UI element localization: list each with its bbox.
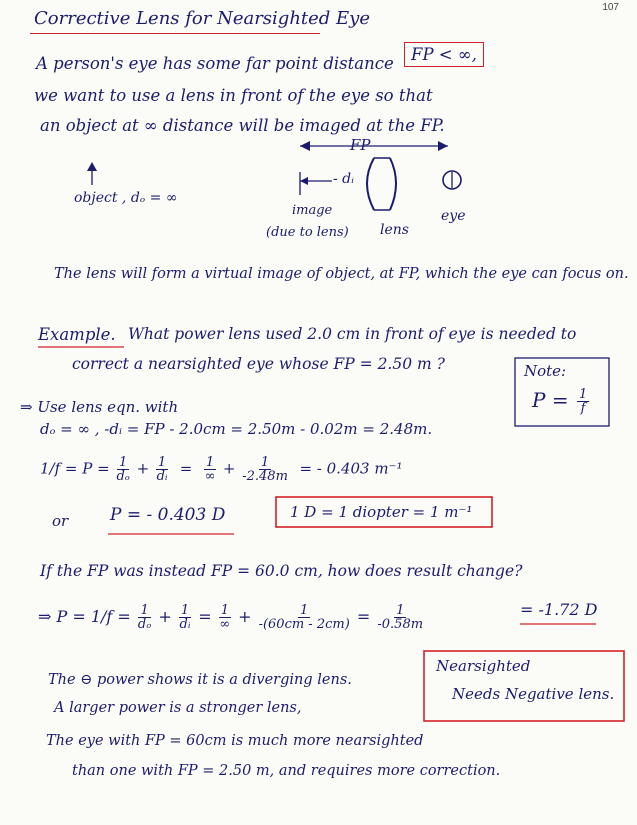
intro-line-3: an object at ∞ distance will be imaged at the FP. <box>40 116 445 135</box>
image-label-note: (due to lens) <box>266 225 349 240</box>
fp-arrow-right <box>438 141 448 151</box>
intro-line-1: A person's eye has some far point distance <box>36 54 394 73</box>
conclusion-line-3: The eye with FP = 60cm is much more nearsighted <box>46 733 424 749</box>
conclusion-line-2: A larger power is a stronger lens, <box>54 700 302 716</box>
object-arrow <box>87 162 97 171</box>
conclusion-line-4: than one with FP = 2.50 m, and requires more correction. <box>72 763 501 779</box>
lens-label: lens <box>380 222 409 238</box>
fp-label: FP <box>350 136 371 154</box>
nearsighted-box-text: Needs Negative lens. <box>452 685 615 703</box>
note-title: Note: <box>524 362 567 380</box>
eye-label: eye <box>441 208 466 224</box>
lens-left-curve <box>367 158 374 210</box>
p-result: P = - 0.403 D <box>110 505 226 525</box>
intro-line-2: we want to use a lens in front of the eye so that <box>34 86 433 105</box>
di-label: - dᵢ <box>333 171 354 187</box>
lens-right-curve <box>390 158 396 210</box>
conclusion-line-1: The ⊖ power shows it is a diverging lens. <box>48 672 352 688</box>
example-question-1: What power lens used 2.0 cm in front of eye is needed to <box>128 325 577 343</box>
second-result: = -1.72 D <box>520 600 598 619</box>
fp-box: FP < ∞, <box>404 42 484 67</box>
virtual-image-note: The lens will form a virtual image of object, at FP, which the eye can focus on. <box>54 266 629 282</box>
page-title: Corrective Lens for Nearsighted Eye <box>34 8 371 29</box>
object-label: object , dₒ = ∞ <box>74 190 178 206</box>
solution-equation: 1/f = P = $\frac{1}{\text{dₒ}}$ + $\frac{1}{\text{dᵢ}}$ = $\frac{1}{\infty}$ + $\frac{1}{-2.48m}$ = - 0.403 m⁻¹ <box>40 455 403 484</box>
image-label: image <box>292 203 333 218</box>
page-number: 107 <box>602 2 619 13</box>
diopter-box: 1 D = 1 diopter = 1 m⁻¹ <box>290 503 473 521</box>
fp-arrow-left <box>300 141 310 151</box>
nearsighted-box-title: Nearsighted <box>436 657 531 675</box>
or-label: or <box>52 512 69 530</box>
solution-step-1: ⇒ Use lens eqn. with <box>20 398 179 416</box>
note-formula: P = $\frac{1}{f}$ <box>532 387 588 416</box>
second-question: If the FP was instead FP = 60.0 cm, how does result change? <box>40 562 523 580</box>
second-equation: ⇒ P = 1/f = $\frac{1}{\text{dₒ}}$ + $\frac{1}{\text{dᵢ}}$ = $\frac{1}{\infty}$ + $\frac{1}{-(60cm - 2cm)}$ = $\frac{1}{-0.58m}$ <box>38 603 424 632</box>
example-label: Example. <box>38 325 116 344</box>
example-question-2: correct a nearsighted eye whose FP = 2.50 m ? <box>72 355 445 373</box>
solution-step-2: dₒ = ∞ , -dᵢ = FP - 2.0cm = 2.50m - 0.02m = 2.48m. <box>40 420 433 438</box>
